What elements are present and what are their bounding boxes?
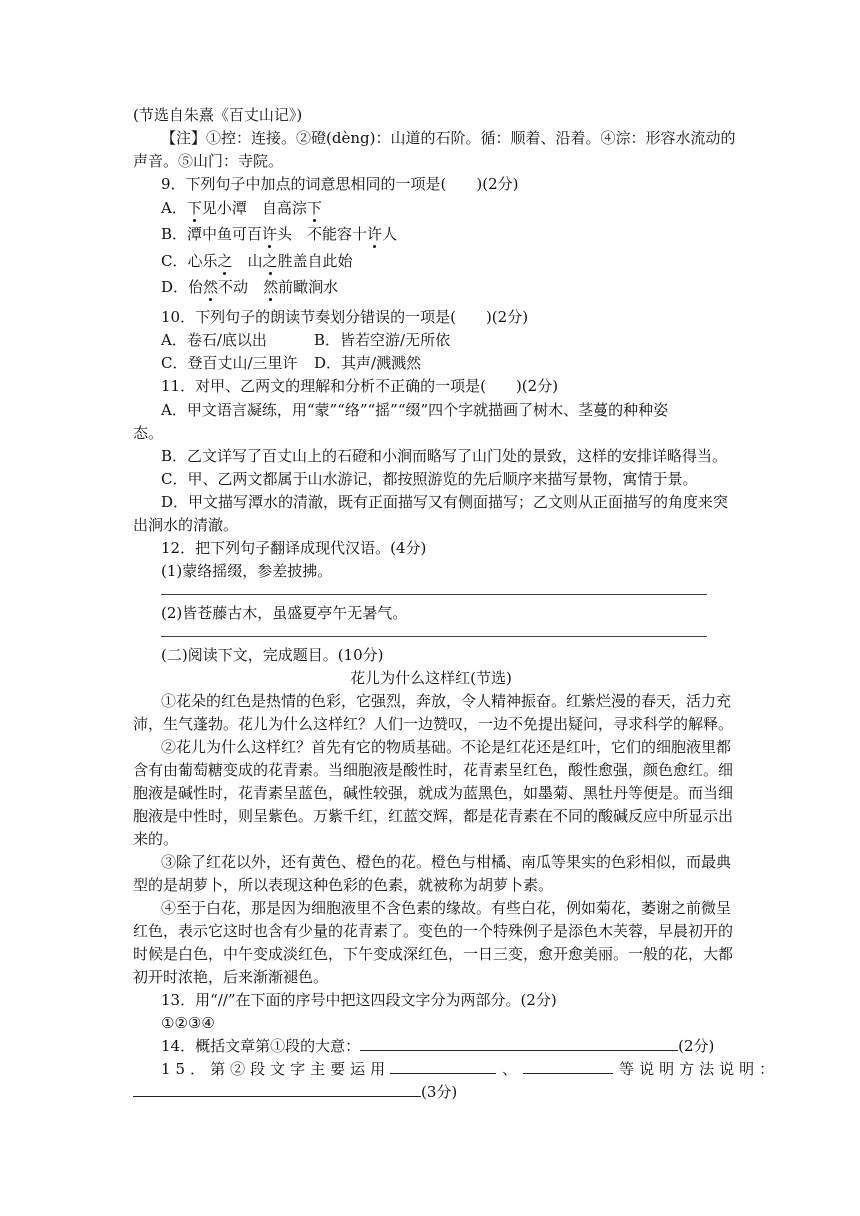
question-15-stem-b: 等说明方法说明： [619, 1060, 780, 1078]
answer-blank[interactable] [133, 1082, 421, 1097]
source-citation: (节选自朱熹《百丈山记》) [133, 106, 303, 124]
question-11-option-a: A．甲文语言凝练，用“蒙”“络”“摇”“缀”四个字就描画了树木、茎蔓的种种姿 [161, 401, 669, 419]
question-12-stem: 12．把下列句子翻译成现代汉语。(4分) [161, 539, 427, 557]
dotted-word: 之 [217, 252, 233, 270]
note-line: 声音。⑤山门：寺院。 [133, 152, 284, 170]
paragraph-line: ①花朵的红色是热情的色彩，它强烈，奔放，令人精神振奋。红紫烂漫的春天，活力充 [161, 692, 732, 710]
question-11-option-d: D．甲文描写潭水的清澈，既有正面描写又有侧面描写；乙文则从正面描写的角度来突 [161, 493, 729, 511]
answer-line[interactable] [161, 594, 707, 595]
question-11-option-d-cont: 出涧水的清澈。 [133, 516, 239, 534]
question-9-option-a: A．下见小潭 自高淙下 [161, 199, 322, 217]
question-10-stem: 10．下列句子的朗读节奏划分错误的一项是( )(2分) [161, 308, 529, 326]
paragraph-line: 型的是胡萝卜，所以表现这种色彩的色素，就被称为胡萝卜素。 [133, 876, 554, 894]
question-15-stem-a: 15．第②段文字主要运用 [161, 1060, 391, 1078]
dotted-word: 然 [203, 278, 219, 296]
question-9-option-d: D．佁然不动 然前瞰涧水 [161, 278, 339, 296]
answer-blank[interactable] [523, 1059, 613, 1074]
question-13-stem: 13．用“//”在下面的序号中把这四段文字分为两部分。(2分) [161, 991, 557, 1009]
question-10-options-row [161, 330, 729, 350]
question-15-score: (3分) [421, 1083, 458, 1101]
question-10-option-c: C．登百丈山/三里许 [161, 354, 298, 372]
dotted-word: 下 [186, 199, 202, 217]
dotted-word: 许 [262, 225, 278, 243]
answer-blank[interactable] [390, 1059, 496, 1074]
question-15-cont [133, 1082, 729, 1102]
question-14-stem: 14．概括文章第①段的大意： [161, 1037, 361, 1055]
paragraph-line: ②花儿为什么这样红？首先有它的物质基础。不论是红花还是红叶，它们的细胞液里都 [161, 738, 732, 756]
question-11-stem: 11．对甲、乙两文的理解和分析不正确的一项是( )(2分) [161, 377, 559, 395]
dotted-word: 许 [367, 225, 383, 243]
question-11-option-c: C．甲、乙两文都属于山水游记，都按照游览的先后顺序来描写景物，寓情于景。 [161, 470, 698, 488]
dotted-word: 之 [262, 252, 278, 270]
paragraph-line: ④至于白花，那是因为细胞液里不含色素的缘故。有些白花，例如菊花，萎谢之前微呈 [161, 899, 732, 917]
article-title: 花儿为什么这样红(节选) [350, 669, 512, 687]
question-12-sentence-2: (2)皆苍藤古木，虽盛夏亭午无暑气。 [161, 604, 408, 622]
answer-blank[interactable] [360, 1036, 678, 1051]
question-10-option-a: A．卷石/底以出 [161, 331, 267, 349]
note-line: 【注】①控：连接。②磴(dèng)：山道的石阶。循：顺着、沿着。④淙：形容水流动的 [161, 129, 736, 147]
question-14 [161, 1036, 729, 1056]
question-14-score: (2分) [678, 1037, 715, 1055]
paragraph-line: 沛，生气蓬勃。花儿为什么这样红？人们一边赞叹，一边不免提出疑问，寻求科学的解释。 [133, 715, 734, 733]
paragraph-line: 含有由葡萄糖变成的花青素。当细胞液是酸性时，花青素呈红色，酸性愈强，颜色愈红。细 [133, 761, 734, 779]
section-heading: (二)阅读下文，完成题目。(10分) [161, 646, 384, 664]
paragraph-line: 时候是白色，中午变成淡红色，下午变成深红色，一日三变，愈开愈美丽。一般的花，大都 [133, 945, 734, 963]
question-15: 15．第②段文字主要运用 、 等说明方法说明： [161, 1060, 780, 1078]
paragraph-line: 胞液是中性时，则呈紫色。万紫千红，红蓝交辉，都是花青素在不同的酸碱反应中所显示出 [133, 807, 734, 825]
paragraph-line: 红色，表示它这时也含有少量的花青素了。变色的一个特殊例子是添色木芙蓉，早晨初开的 [133, 922, 734, 940]
question-10-options-row [161, 353, 729, 373]
paragraph-line: 来的。 [133, 830, 179, 848]
question-13-numbers: ①②③④ [161, 1014, 215, 1032]
dotted-word: 然 [263, 278, 279, 296]
dotted-word: 下 [306, 199, 322, 217]
question-10-option-d: D．其声/溅溅然 [314, 354, 422, 372]
answer-line[interactable] [161, 636, 707, 637]
paragraph-line: ③除了红花以外，还有黄色、橙色的花。橙色与柑橘、南瓜等果实的色彩相似，而最典 [161, 853, 732, 871]
question-9-stem: 9．下列句子中加点的词意思相同的一项是( )(2分) [161, 175, 519, 193]
question-11-option-a-cont: 态。 [133, 424, 164, 442]
paragraph-line: 胞液是碱性时，花青素呈蓝色，碱性较强，就成为蓝黑色，如墨菊、黑牡丹等便是。而当细 [133, 784, 734, 802]
question-12-sentence-1: (1)蒙络摇缀，参差披拂。 [161, 562, 333, 580]
question-9-option-b: B．潭中鱼可百许头 不能容十许人 [161, 225, 398, 243]
paragraph-line: 初开时浓艳，后来渐渐褪色。 [133, 968, 329, 986]
question-10-option-b: B．皆若空游/无所依 [314, 331, 451, 349]
question-9-option-c: C．心乐之 山之胜盖自此始 [161, 252, 353, 270]
question-11-option-b: B．乙文详写了百丈山上的石磴和小涧而略写了山门处的景致，这样的安排详略得当。 [161, 447, 728, 465]
